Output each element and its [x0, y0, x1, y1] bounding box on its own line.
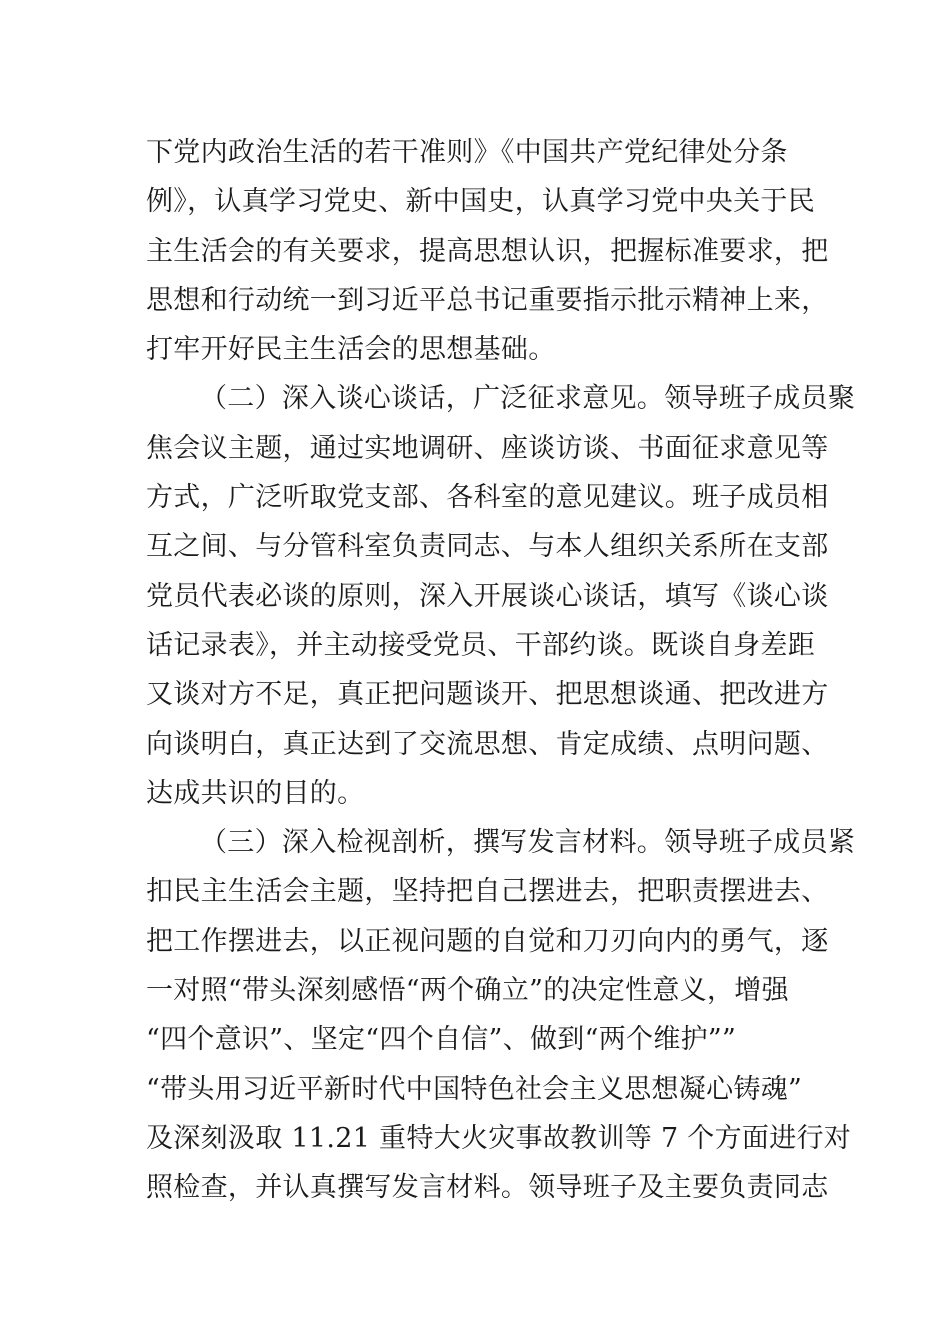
text-line: 把工作摆进去，以正视问题的自觉和刀刃向内的勇气，逐	[146, 925, 829, 957]
text-line: 及深刻汲取 11.21 重特大火灾事故教训等 7 个方面进行对	[146, 1122, 852, 1154]
text-line: “四个意识”、坚定“四个自信”、做到“两个维护””	[146, 1024, 737, 1056]
text-line: “带头用习近平新时代中国特色社会主义思想凝心铸魂”	[146, 1073, 803, 1105]
text-line: 焦会议主题，通过实地调研、座谈访谈、书面征求意见等	[146, 432, 829, 464]
text-line: 下党内政治生活的若干准则》《中国共产党纪律处分条	[146, 137, 788, 168]
text-line: 一对照“带头深刻感悟“两个确立”的决定性意义，增强	[146, 975, 789, 1007]
text-line: 打牢开好民主生活会的思想基础。	[146, 334, 556, 366]
document-body	[146, 128, 856, 1213]
text-line: 党员代表必谈的原则，深入开展谈心谈话，填写《谈心谈	[146, 580, 829, 612]
text-line: 方式，广泛听取党支部、各科室的意见建议。班子成员相	[146, 482, 829, 514]
text-line: 例》，认真学习党史、新中国史，认真学习党中央关于民	[146, 186, 815, 218]
text-line: 向谈明白，真正达到了交流思想、肯定成绩、点明问题、	[146, 728, 829, 760]
paragraph-start-line: （二）深入谈心谈话，广泛征求意见。领导班子成员聚	[200, 383, 856, 415]
text-line: 照检查，并认真撰写发言材料。领导班子及主要负责同志	[146, 1172, 829, 1204]
paragraph-start-line: （三）深入检视剖析，撰写发言材料。领导班子成员紧	[200, 827, 856, 859]
text-line: 思想和行动统一到习近平总书记重要指示批示精神上来，	[146, 284, 829, 316]
text-line: 扣民主生活会主题，坚持把自己摆进去，把职责摆进去、	[146, 876, 829, 908]
text-line: 话记录表》，并主动接受党员、干部约谈。既谈自身差距	[146, 629, 815, 661]
text-line: 互之间、与分管科室负责同志、与本人组织关系所在支部	[146, 531, 829, 563]
text-line: 达成共识的目的。	[146, 777, 365, 809]
text-line: 又谈对方不足，真正把问题谈开、把思想谈通、把改进方	[146, 679, 829, 711]
text-line: 主生活会的有关要求，提高思想认识，把握标准要求，把	[146, 235, 829, 267]
